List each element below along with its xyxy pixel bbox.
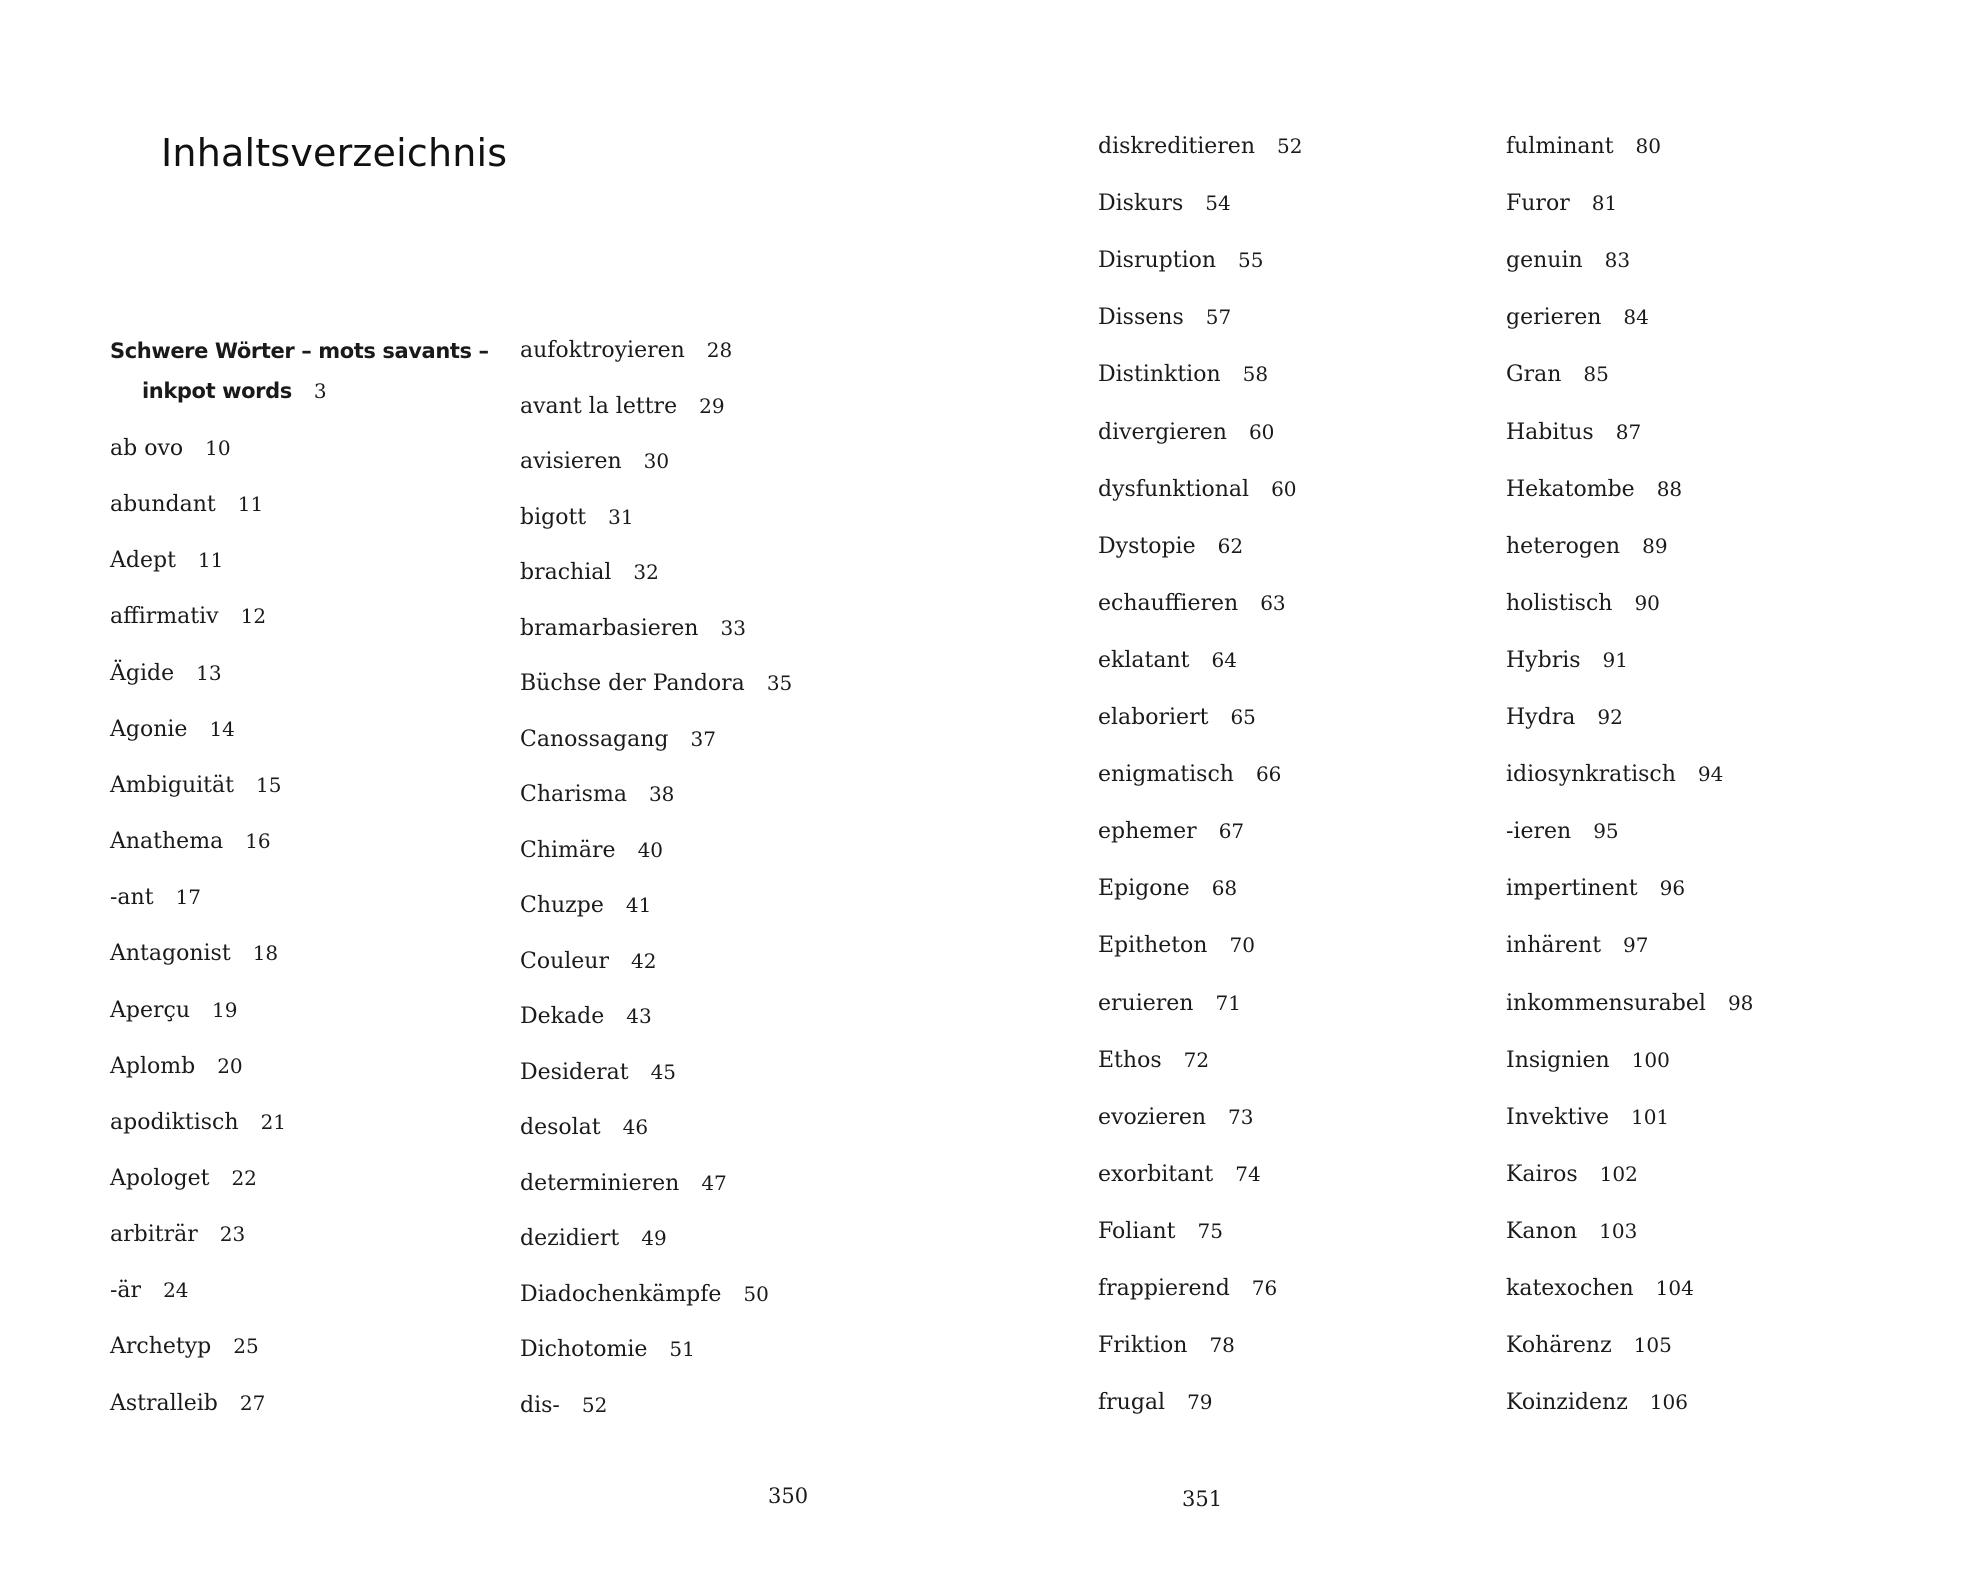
toc-page-number: 62 xyxy=(1217,533,1244,558)
toc-page-number: 11 xyxy=(197,548,224,573)
toc-term: dysfunktional xyxy=(1098,476,1250,502)
toc-entry xyxy=(520,393,725,420)
toc-term: arbiträr xyxy=(110,1222,198,1248)
toc-term: Diadochenkämpfe xyxy=(520,1281,722,1307)
toc-term: Charisma xyxy=(520,782,627,807)
toc-entry xyxy=(1506,1161,1638,1188)
toc-page-number: 84 xyxy=(1623,305,1649,330)
toc-page-number: 105 xyxy=(1633,1333,1672,1358)
toc-term: enigmatisch xyxy=(1098,762,1234,788)
toc-entry xyxy=(1506,247,1630,274)
toc-page-number: 80 xyxy=(1635,134,1661,158)
toc-term: fulminant xyxy=(1506,134,1614,159)
toc-term: Koinzidenz xyxy=(1506,1390,1628,1416)
toc-page-number: 71 xyxy=(1215,990,1241,1015)
toc-term: idiosynkratisch xyxy=(1506,762,1676,788)
toc-term: Epigone xyxy=(1098,876,1190,902)
toc-page-number: 79 xyxy=(1187,1390,1213,1415)
toc-page-number: 37 xyxy=(690,726,716,751)
toc-entry xyxy=(1506,1332,1672,1359)
toc-page-number: 12 xyxy=(240,604,267,629)
toc-page-number: 46 xyxy=(622,1115,649,1139)
page-number-left: 350 xyxy=(768,1484,809,1508)
toc-term: -ieren xyxy=(1506,819,1572,845)
toc-page-number: 29 xyxy=(699,393,725,418)
toc-entry xyxy=(520,892,651,919)
toc-term: Dichotomie xyxy=(520,1337,648,1362)
toc-page-number: 85 xyxy=(1583,362,1609,387)
toc-entry xyxy=(1506,818,1619,845)
toc-page-number: 95 xyxy=(1593,819,1619,844)
toc-page-number: 32 xyxy=(633,560,659,584)
toc-term: Disruption xyxy=(1098,248,1217,274)
toc-page-number: 11 xyxy=(237,492,264,517)
toc-term: Hydra xyxy=(1506,705,1576,730)
toc-page-number: 75 xyxy=(1197,1218,1223,1243)
toc-entry xyxy=(110,603,266,630)
toc-term: Anathema xyxy=(110,829,224,855)
toc-term: apodiktisch xyxy=(110,1109,239,1135)
toc-entry xyxy=(110,491,263,518)
toc-page-number: 101 xyxy=(1630,1104,1670,1129)
toc-page-number: 60 xyxy=(1248,419,1275,444)
toc-entry xyxy=(520,1114,648,1141)
toc-term: Ethos xyxy=(1098,1047,1162,1073)
toc-term: Hybris xyxy=(1506,647,1581,673)
toc-term: -är xyxy=(110,1278,142,1304)
toc-entry xyxy=(1098,990,1241,1017)
toc-term: avisieren xyxy=(520,449,622,474)
page-title: Inhaltsverzeichnis xyxy=(161,131,508,175)
toc-term: Archetyp xyxy=(110,1334,212,1360)
toc-term: Couleur xyxy=(520,948,609,974)
toc-page-number: 66 xyxy=(1255,762,1282,787)
toc-page-number: 28 xyxy=(706,338,733,362)
toc-term: Ägide xyxy=(110,660,175,686)
toc-page-number: 15 xyxy=(255,772,282,797)
toc-entry xyxy=(1506,590,1660,617)
toc-page-number: 78 xyxy=(1209,1333,1235,1358)
toc-entry xyxy=(1506,419,1641,446)
toc-page-number: 54 xyxy=(1205,191,1231,216)
toc-term: Gran xyxy=(1506,362,1562,388)
toc-page-number: 100 xyxy=(1631,1047,1670,1072)
toc-entry xyxy=(1098,133,1302,160)
toc-page-number: 38 xyxy=(648,782,675,806)
toc-entry xyxy=(110,660,222,687)
toc-entry xyxy=(1506,133,1661,160)
toc-entry xyxy=(110,1277,189,1304)
toc-entry xyxy=(110,1221,245,1248)
toc-entry xyxy=(1098,1104,1254,1131)
toc-entry xyxy=(1098,761,1281,788)
toc-entry xyxy=(1506,533,1668,560)
toc-term: elaboriert xyxy=(1098,705,1209,730)
toc-term: katexochen xyxy=(1506,1276,1634,1301)
toc-entry xyxy=(1506,990,1753,1017)
toc-page-number: 18 xyxy=(252,941,279,966)
toc-entry xyxy=(1098,1389,1213,1416)
toc-entry xyxy=(110,547,223,574)
toc-page-number: 94 xyxy=(1697,762,1724,787)
toc-term: inhärent xyxy=(1506,933,1602,959)
toc-page-number: 21 xyxy=(260,1109,287,1134)
toc-page-number: 97 xyxy=(1623,933,1649,958)
toc-entry xyxy=(1506,932,1649,959)
toc-term: frugal xyxy=(1098,1390,1166,1416)
toc-term: eklatant xyxy=(1098,647,1190,673)
toc-page-number: 58 xyxy=(1242,362,1269,387)
toc-entry xyxy=(110,940,278,967)
toc-term: Dissens xyxy=(1098,305,1184,331)
toc-entry xyxy=(520,781,674,808)
toc-entry xyxy=(520,559,659,586)
toc-page-number: 98 xyxy=(1727,990,1754,1015)
toc-term: abundant xyxy=(110,492,216,518)
toc-entry xyxy=(1098,304,1231,331)
toc-page-number: 23 xyxy=(219,1222,246,1247)
toc-entry xyxy=(1098,533,1243,560)
toc-entry xyxy=(1506,1104,1669,1131)
toc-entry xyxy=(520,337,732,364)
toc-term: impertinent xyxy=(1506,876,1638,902)
toc-entry xyxy=(1098,590,1286,617)
toc-term: holistisch xyxy=(1506,590,1613,616)
toc-lead-line1: Schwere Wörter – mots savants – xyxy=(110,339,489,363)
toc-term: Chimäre xyxy=(520,837,616,863)
toc-page-number: 35 xyxy=(766,671,793,695)
toc-term: Foliant xyxy=(1098,1218,1176,1244)
toc-term: Epitheton xyxy=(1098,933,1208,959)
toc-term: gerieren xyxy=(1506,305,1602,331)
toc-page-number: 13 xyxy=(196,660,222,685)
toc-page-number: 91 xyxy=(1602,647,1628,672)
toc-entry xyxy=(1506,304,1649,331)
toc-entry xyxy=(110,884,201,911)
toc-term: Habitus xyxy=(1506,419,1594,445)
toc-entry xyxy=(520,837,663,864)
toc-lead-entry xyxy=(110,338,489,404)
toc-entry xyxy=(110,435,231,462)
toc-page-number: 16 xyxy=(245,829,271,854)
toc-entry xyxy=(1098,1161,1261,1188)
toc-entry xyxy=(520,1336,695,1363)
toc-entry xyxy=(110,772,281,799)
toc-page-number: 52 xyxy=(581,1392,608,1417)
toc-page-number: 55 xyxy=(1238,248,1264,273)
toc-term: bramarbasieren xyxy=(520,615,699,641)
toc-term: brachial xyxy=(520,560,612,585)
toc-page-number: 52 xyxy=(1277,134,1303,158)
toc-page-number: 25 xyxy=(233,1334,259,1359)
toc-page-number: 47 xyxy=(701,1170,727,1195)
toc-entry xyxy=(1098,704,1256,731)
toc-term: diskreditieren xyxy=(1098,134,1255,159)
toc-page-number: 67 xyxy=(1218,819,1245,844)
toc-term: exorbitant xyxy=(1098,1161,1214,1187)
toc-page-number: 63 xyxy=(1260,590,1286,615)
toc-term: Adept xyxy=(110,548,176,574)
toc-entry xyxy=(1506,1047,1670,1074)
toc-entry xyxy=(110,1333,259,1360)
toc-term: genuin xyxy=(1506,248,1583,274)
toc-entry xyxy=(110,1165,257,1192)
toc-page-number: 19 xyxy=(212,997,238,1022)
toc-page-number: 20 xyxy=(217,1053,243,1078)
toc-term: Antagonist xyxy=(110,941,231,967)
toc-entry xyxy=(110,828,271,855)
toc-entry xyxy=(1098,818,1244,845)
toc-page-number: 43 xyxy=(626,1004,652,1028)
toc-page-number: 40 xyxy=(637,837,664,862)
toc-page-number: 96 xyxy=(1659,876,1686,901)
toc-entry xyxy=(110,997,237,1024)
toc-entry xyxy=(1506,190,1617,217)
toc-entry xyxy=(1098,1218,1223,1245)
toc-entry xyxy=(1506,647,1628,674)
toc-page-number: 92 xyxy=(1597,705,1623,729)
toc-term: Diskurs xyxy=(1098,191,1184,217)
toc-entry xyxy=(1506,875,1685,902)
toc-page-number: 51 xyxy=(669,1337,695,1361)
toc-term: eruieren xyxy=(1098,990,1194,1016)
toc-entry xyxy=(1506,1389,1688,1416)
toc-entry xyxy=(1506,476,1682,503)
toc-term: ephemer xyxy=(1098,819,1197,845)
toc-entry xyxy=(1098,647,1237,674)
toc-term: Kohärenz xyxy=(1506,1333,1612,1359)
toc-entry xyxy=(1098,932,1255,959)
toc-term: Apologet xyxy=(110,1165,210,1191)
toc-entry xyxy=(520,504,634,531)
toc-entry xyxy=(520,448,669,475)
toc-term: echauffieren xyxy=(1098,590,1239,616)
toc-entry xyxy=(520,670,792,697)
toc-page-number: 24 xyxy=(163,1278,189,1303)
toc-term: Aperçu xyxy=(110,997,190,1023)
toc-entry xyxy=(1098,1332,1235,1359)
toc-page-number: 103 xyxy=(1599,1218,1638,1243)
toc-entry xyxy=(1098,361,1268,388)
toc-entry xyxy=(1506,1275,1694,1302)
toc-term: divergieren xyxy=(1098,419,1227,445)
toc-term: determinieren xyxy=(520,1170,680,1196)
toc-term: evozieren xyxy=(1098,1104,1207,1130)
toc-page-number: 104 xyxy=(1655,1276,1694,1300)
toc-entry xyxy=(520,1392,607,1419)
toc-entry xyxy=(1506,1218,1637,1245)
toc-page-number: 87 xyxy=(1615,419,1642,444)
toc-entry xyxy=(520,1003,652,1030)
toc-entry xyxy=(520,1225,667,1252)
toc-page-number: 76 xyxy=(1251,1276,1278,1300)
toc-lead-line2: inkpot words xyxy=(142,379,292,403)
toc-entry xyxy=(1098,875,1237,902)
toc-term: Hekatombe xyxy=(1506,476,1635,502)
toc-term: affirmativ xyxy=(110,604,219,630)
toc-entry xyxy=(520,1170,727,1197)
toc-page-number: 102 xyxy=(1599,1161,1638,1186)
toc-entry xyxy=(1506,361,1609,388)
toc-term: dezidiert xyxy=(520,1226,620,1251)
toc-entry xyxy=(520,615,746,642)
toc-page-number: 72 xyxy=(1183,1047,1210,1072)
toc-entry xyxy=(520,1059,676,1086)
toc-entry xyxy=(110,716,235,743)
toc-page-number: 30 xyxy=(643,449,670,473)
toc-term: Ambiguität xyxy=(110,772,234,798)
toc-term: Kanon xyxy=(1506,1218,1578,1244)
toc-page-number: 106 xyxy=(1649,1390,1688,1415)
toc-term: Canossagang xyxy=(520,726,669,752)
toc-term: Insignien xyxy=(1506,1047,1610,1073)
toc-term: Chuzpe xyxy=(520,893,604,918)
toc-term: Distinktion xyxy=(1098,362,1221,388)
toc-page-number: 50 xyxy=(743,1281,769,1306)
toc-entry xyxy=(110,1109,286,1136)
toc-lead-page: 3 xyxy=(313,379,327,403)
toc-term: Astralleib xyxy=(110,1390,218,1416)
toc-page-number: 31 xyxy=(608,504,634,529)
toc-page-number: 33 xyxy=(720,615,746,640)
toc-entry xyxy=(1506,761,1723,788)
toc-term: Dystopie xyxy=(1098,533,1196,559)
toc-term: aufoktroyieren xyxy=(520,338,685,363)
toc-page-number: 88 xyxy=(1656,476,1683,501)
toc-term: avant la lettre xyxy=(520,393,678,419)
toc-term: heterogen xyxy=(1506,533,1621,559)
toc-entry xyxy=(1098,1047,1209,1074)
toc-entry xyxy=(110,1390,265,1417)
toc-page-number: 65 xyxy=(1230,705,1256,729)
toc-page-number: 14 xyxy=(209,716,235,741)
toc-term: -ant xyxy=(110,885,154,911)
toc-page-number: 83 xyxy=(1604,248,1631,273)
toc-term: Desiderat xyxy=(520,1059,629,1085)
toc-term: bigott xyxy=(520,504,587,530)
toc-page-number: 74 xyxy=(1235,1161,1261,1186)
toc-term: desolat xyxy=(520,1115,601,1140)
toc-page-number: 27 xyxy=(239,1390,266,1415)
toc-page-number: 42 xyxy=(631,948,657,973)
toc-entry xyxy=(520,948,656,975)
toc-page-number: 89 xyxy=(1642,533,1668,558)
toc-entry xyxy=(1098,190,1231,217)
toc-page-number: 10 xyxy=(205,436,231,460)
toc-term: Büchse der Pandora xyxy=(520,671,745,696)
toc-page-number: 64 xyxy=(1211,647,1237,672)
toc-page-number: 41 xyxy=(625,893,652,917)
toc-entry xyxy=(1098,247,1263,274)
toc-term: dis- xyxy=(520,1392,560,1418)
toc-page-number: 45 xyxy=(650,1059,677,1084)
toc-entry xyxy=(1098,419,1274,446)
toc-page-number: 73 xyxy=(1228,1104,1254,1129)
toc-page-number: 90 xyxy=(1634,590,1660,615)
toc-page-number: 49 xyxy=(641,1226,667,1250)
toc-term: Friktion xyxy=(1098,1333,1188,1359)
toc-page-number: 17 xyxy=(175,885,202,910)
toc-term: frappierend xyxy=(1098,1276,1230,1301)
page-number-right: 351 xyxy=(1182,1487,1223,1511)
toc-term: Aplomb xyxy=(110,1053,196,1079)
toc-page-number: 60 xyxy=(1271,476,1297,501)
toc-entry xyxy=(110,1053,243,1080)
toc-entry xyxy=(1098,476,1297,503)
toc-entry xyxy=(520,1281,769,1308)
toc-term: inkommensurabel xyxy=(1506,990,1706,1016)
toc-page-number: 81 xyxy=(1591,191,1618,216)
toc-term: Kairos xyxy=(1506,1161,1578,1187)
toc-term: ab ovo xyxy=(110,436,184,461)
toc-entry xyxy=(1506,704,1623,731)
toc-entry xyxy=(520,726,716,753)
toc-page-number: 22 xyxy=(231,1165,257,1190)
toc-page-number: 57 xyxy=(1205,305,1232,330)
toc-term: Agonie xyxy=(110,716,188,742)
toc-entry xyxy=(1098,1275,1277,1302)
toc-term: Furor xyxy=(1506,191,1570,217)
toc-term: Invektive xyxy=(1506,1104,1609,1130)
toc-page-number: 68 xyxy=(1211,876,1238,901)
toc-term: Dekade xyxy=(520,1004,605,1029)
toc-page-number: 70 xyxy=(1229,933,1255,958)
